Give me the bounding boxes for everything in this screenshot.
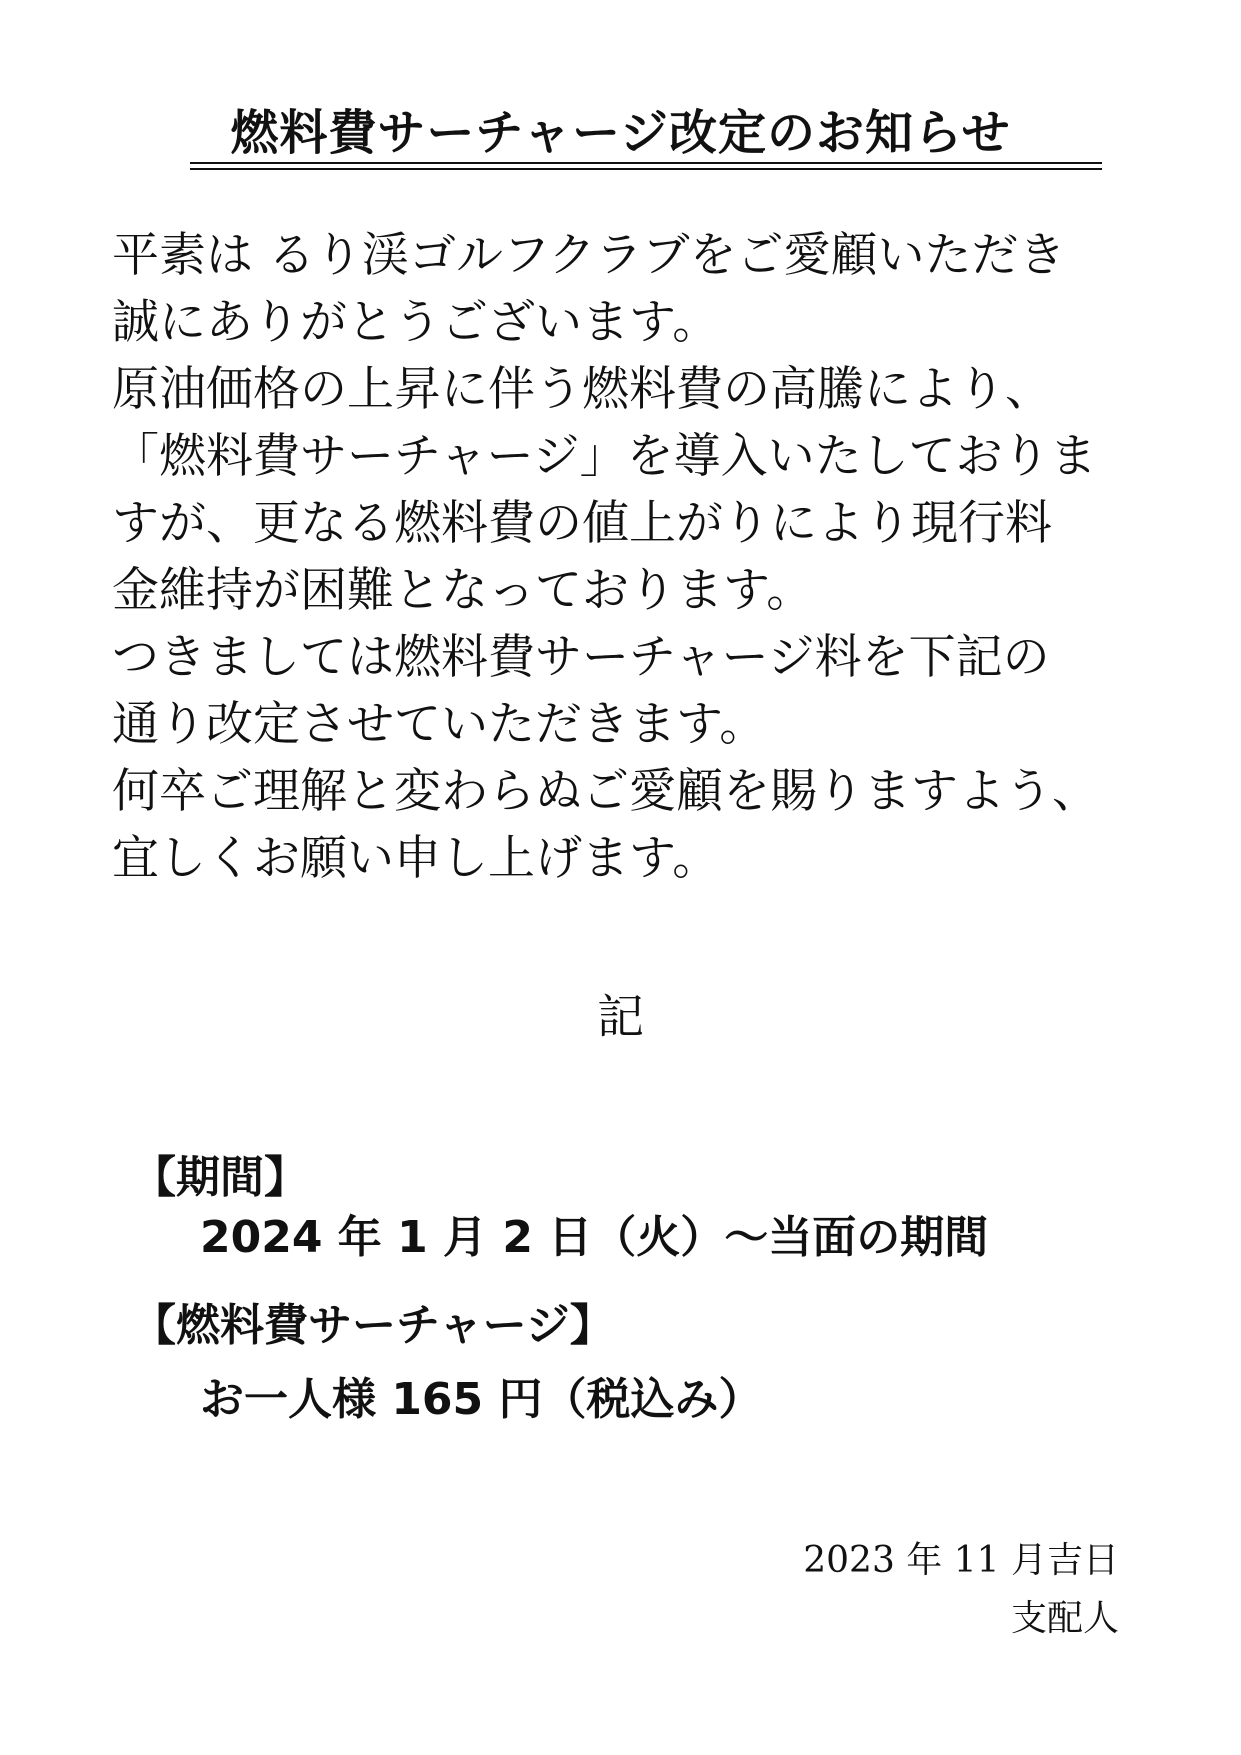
- page-title: 燃料費サーチャージ改定のお知らせ: [230, 105, 1011, 161]
- period-heading: 【期間】: [132, 1152, 308, 1203]
- body-line: 原油価格の上昇に伴う燃料費の高騰により、: [112, 362, 1052, 417]
- body-line: つきましては燃料費サーチャージ料を下記の: [112, 630, 1050, 685]
- body-line: すが、更なる燃料費の値上がりにより現行料: [112, 496, 1052, 551]
- body-line: 通り改定させていただきます。: [112, 697, 767, 752]
- notice-date: 2023 年 11 月吉日: [803, 1540, 1119, 1581]
- body-line: 平素は るり渓ゴルフクラブをご愛顧いただき: [112, 228, 1066, 283]
- title-double-underline: [190, 162, 1102, 170]
- body-line: 金維持が困難となっております。: [112, 563, 814, 618]
- notice-body: [112, 222, 1122, 892]
- period-value: 2024 年 1 月 2 日（火）～当面の期間: [200, 1212, 989, 1263]
- surcharge-heading: 【燃料費サーチャージ】: [132, 1300, 614, 1351]
- surcharge-value: お一人様 165 円（税込み）: [200, 1374, 763, 1425]
- body-line: 「燃料費サーチャージ」を導入いたしておりま: [112, 429, 1097, 484]
- body-line: 何卒ご理解と変わらぬご愛顧を賜りますよう、: [112, 764, 1099, 819]
- body-line: 宜しくお願い申し上げます。: [112, 831, 720, 886]
- body-line: 誠にありがとうございます。: [112, 295, 720, 350]
- signer: 支配人: [1010, 1598, 1119, 1639]
- ki-heading: 記: [597, 990, 644, 1045]
